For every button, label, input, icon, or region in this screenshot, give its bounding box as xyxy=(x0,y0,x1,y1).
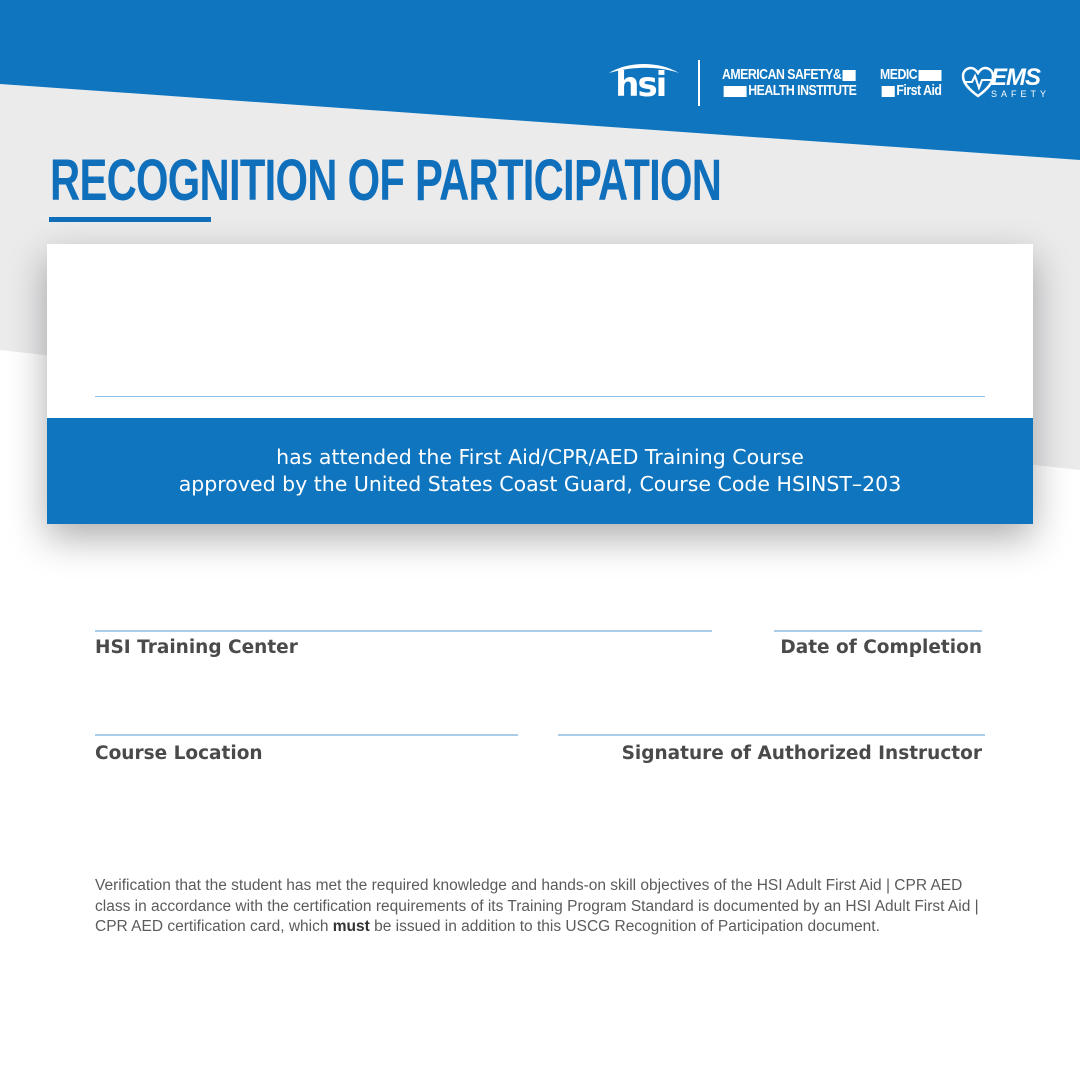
ems-subtitle: SAFETY xyxy=(990,89,1050,99)
title-underline xyxy=(49,217,211,222)
medic-first-aid-logo xyxy=(880,67,957,99)
ems-wordmark: EMS xyxy=(990,64,1040,91)
brand-logos xyxy=(607,58,1050,108)
footnote-emphasis: must xyxy=(332,918,370,935)
ems-safety-logo xyxy=(961,66,1050,100)
certificate-title: RECOGNITION OF PARTICIPATION xyxy=(50,148,722,213)
medic-block-icon xyxy=(918,70,941,81)
asi-block-icon xyxy=(843,70,856,81)
training-center-line xyxy=(95,630,712,632)
medic-block-icon xyxy=(881,86,894,97)
medic-line1: MEDIC xyxy=(879,66,917,83)
course-location-line xyxy=(95,734,518,736)
medic-line2: First Aid xyxy=(896,82,942,99)
logo-divider xyxy=(698,60,700,106)
instructor-signature-line xyxy=(558,734,985,736)
asi-line1: AMERICAN SAFETY& xyxy=(722,66,842,83)
footnote-text-1: Verification that the student has met the required knowledge and hands-on skill objectives of the HSI Adult First Aid | CPR AED class in accordance with the certification requirements of its Training Program Standard is documented by an HSI Adult First Aid | CPR AED certification card, which xyxy=(95,877,979,935)
asi-block-icon xyxy=(724,86,747,97)
footnote-text-2: be issued in addition to this USCG Recognition of Participation document. xyxy=(369,918,880,935)
instructor-signature-label: Signature of Authorized Instructor xyxy=(621,743,982,764)
verification-footnote xyxy=(95,876,995,938)
training-center-label: HSI Training Center xyxy=(95,637,298,658)
participant-name-line xyxy=(95,396,985,397)
date-of-completion-label: Date of Completion xyxy=(780,637,982,658)
date-of-completion-line xyxy=(774,630,982,632)
asi-line2: HEALTH INSTITUTE xyxy=(748,82,857,99)
asi-logo xyxy=(722,67,887,99)
hsi-logo xyxy=(607,59,682,107)
statement-line-2: approved by the United States Coast Guard, Course Code HSINST–203 xyxy=(178,472,902,496)
heartbeat-heart-icon xyxy=(961,66,995,100)
hsi-wordmark: hsi xyxy=(615,65,666,105)
attendance-statement xyxy=(47,418,1033,524)
course-location-label: Course Location xyxy=(95,743,263,764)
participant-name-area xyxy=(47,244,1033,418)
statement-line-1: has attended the First Aid/CPR/AED Training Course xyxy=(276,445,804,469)
